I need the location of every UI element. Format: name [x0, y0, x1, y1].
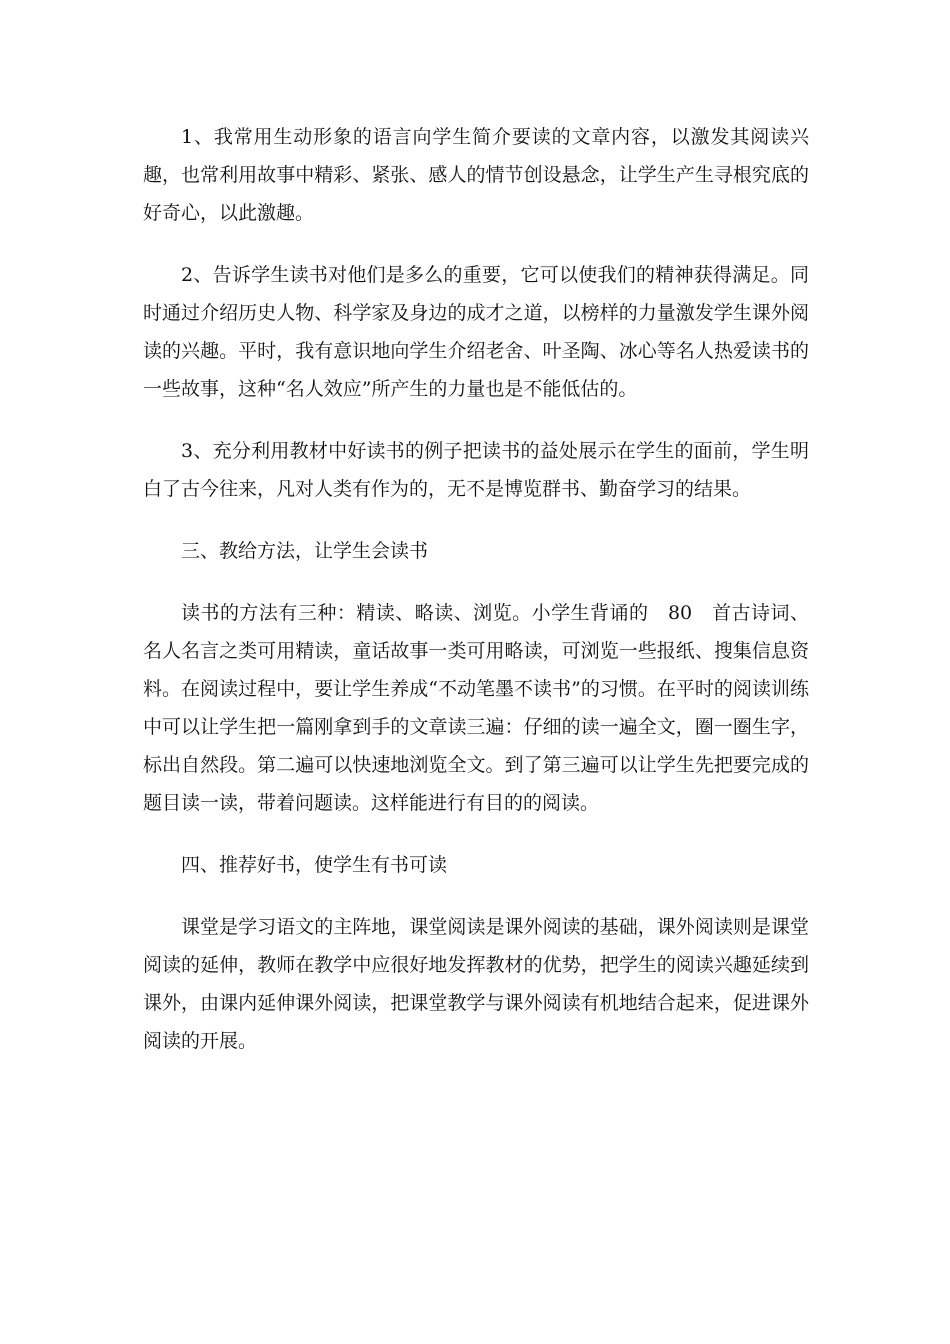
document-body	[143, 118, 809, 1084]
paragraph-classroom-reading: 课堂是学习语文的主阵地，课堂阅读是课外阅读的基础，课外阅读则是课堂阅读的延伸，教师在教学中应很好地发挥教材的优势，把学生的阅读兴趣延续到课外，由课内延伸课外阅读，把课堂教学与课外阅读有机地结合起来，促进课外阅读的开展。	[143, 916, 809, 1052]
paragraph-reading-methods: 读书的方法有三种：精读、略读、浏览。小学生背诵的 80 首古诗词、名人名言之类可用精读，童话故事一类可用略读，可浏览一些报纸、搜集信息资料。在阅读过程中，要让学生养成“不动笔墨不读书”的习惯。在平时的阅读训练中可以让学生把一篇刚拿到手的文章读三遍：仔细的读一遍全文，圈一圈生字，标出自然段。第二遍可以快速地浏览全文。到了第三遍可以让学生先把要完成的题目读一读，带着问题读。这样能进行有目的的阅读。	[143, 602, 809, 814]
paragraph-2: 2、告诉学生读书对他们是多么的重要，它可以使我们的精神获得满足。同时通过介绍历史人物、科学家及身边的成才之道，以榜样的力量激发学生课外阅读的兴趣。平时，我有意识地向学生介绍老舍、叶圣陶、冰心等名人热爱读书的一些故事，这种“名人效应”所产生的力量也是不能低估的。	[143, 264, 809, 400]
section-heading-4: 四、推荐好书，使学生有书可读	[181, 854, 448, 876]
paragraph-1: 1、我常用生动形象的语言向学生简介要读的文章内容，以激发其阅读兴趣，也常利用故事中精彩、紧张、感人的情节创设悬念，让学生产生寻根究底的好奇心，以此激趣。	[143, 126, 809, 224]
section-heading-3: 三、教给方法，让学生会读书	[181, 540, 429, 562]
paragraph-3: 3、充分利用教材中好读书的例子把读书的益处展示在学生的面前，学生明白了古今往来，凡对人类有作为的，无不是博览群书、勤奋学习的结果。	[143, 440, 809, 500]
